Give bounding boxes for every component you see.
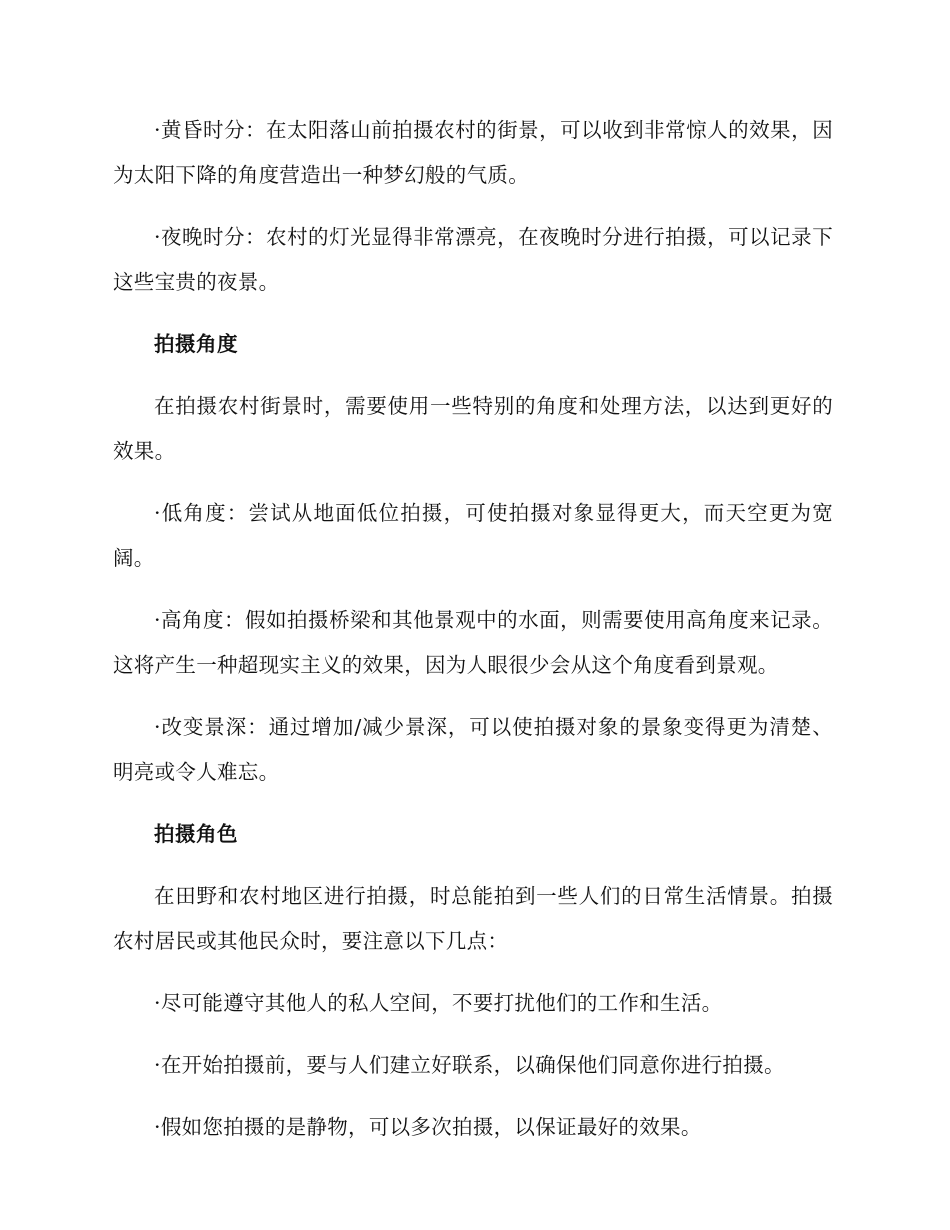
bullet-paragraph-still-life: ·假如您拍摄的是静物，可以多次拍摄，以保证最好的效果。 [154,1115,702,1139]
bullet-paragraph-depth-of-field: ·改变景深：通过增加/减少景深，可以使拍摄对象的景象变得更为清楚、明亮或令人难忘。 [113,715,833,784]
bullet-paragraph-privacy: ·尽可能遵守其他人的私人空间，不要打扰他们的工作和生活。 [154,991,723,1015]
paragraph-subjects-intro: 在田野和农村地区进行拍摄，时总能拍到一些人们的日常生活情景。拍摄农村居民或其他民众时，要注意以下几点： [113,884,833,953]
bullet-paragraph-low-angle: ·低角度：尝试从地面低位拍摄，可使拍摄对象显得更大，而天空更为宽阔。 [113,501,833,570]
document-page [113,108,833,1167]
bullet-paragraph-high-angle: ·高角度：假如拍摄桥梁和其他景观中的水面，则需要使用高角度来记录。这将产生一种超现实主义的效果，因为人眼很少会从这个角度看到景观。 [113,608,833,677]
bullet-paragraph-consent: ·在开始拍摄前，要与人们建立好联系，以确保他们同意你进行拍摄。 [154,1053,785,1077]
paragraph-angle-intro: 在拍摄农村街景时，需要使用一些特别的角度和处理方法，以达到更好的效果。 [113,394,833,463]
section-heading-subjects: 拍摄角色 [154,822,238,846]
bullet-paragraph-dusk: ·黄昏时分：在太阳落山前拍摄农村的街景，可以收到非常惊人的效果，因为太阳下降的角度营造出一种梦幻般的气质。 [113,118,833,187]
section-heading-angle: 拍摄角度 [154,332,238,356]
bullet-paragraph-night: ·夜晚时分：农村的灯光显得非常漂亮，在夜晚时分进行拍摄，可以记录下这些宝贵的夜景。 [113,225,833,294]
